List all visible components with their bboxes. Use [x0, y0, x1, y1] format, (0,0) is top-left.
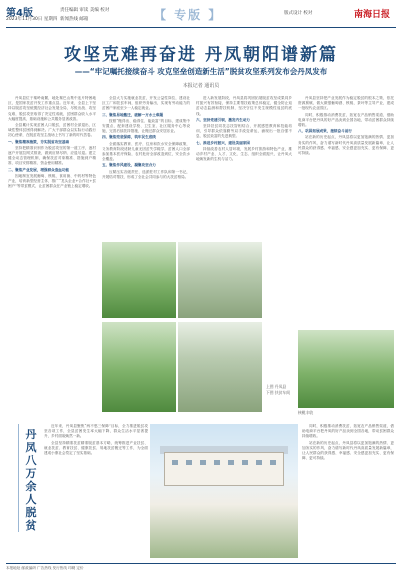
building-window [228, 460, 234, 465]
editor-credits: 责任编辑 审读 美编 校对 [60, 8, 110, 13]
photo-workshop [178, 242, 262, 318]
building-window [214, 460, 220, 465]
page-header [6, 4, 396, 26]
paragraph: 全县累计实现贫困人口脱贫，贫困村全部退出，区域性整体贫困得到解决。广大干部群众以实际行动践行初心使命，在脱贫攻坚主战场上书写了新的时代答卷。 [8, 123, 96, 138]
side-divider [18, 424, 19, 532]
issue-date: 2023年11月30日 星期四 [6, 17, 58, 22]
paragraph: 全县坚持精准扶贫精准脱贫基本方略，统筹推进产业扶贫、就业扶贫、教育扶贫、健康扶贫、易地扶贫搬迁等工作，为全面建成小康社会奠定了坚实基础。 [44, 440, 148, 456]
section-subheading: 一、聚焦精准施策，夯实脱贫攻坚基础 [8, 139, 70, 144]
footer-divider [6, 563, 396, 564]
building-facade [164, 452, 284, 486]
section-subheading: 二、聚焦产业发展，增强群众造血功能 [8, 167, 70, 172]
paragraph: 全县大力实施就业扶贫，开发公益性岗位，建设社区工厂和扶贫车间，组织劳务输出，实现有劳动能力的贫困户家庭至少一人稳定就业。 [102, 96, 190, 111]
sub-headline: ——“牢记嘱托接续奋斗 攻克坚垒创造新生活”脱贫攻坚系列发布会丹凤发布 [74, 67, 328, 76]
paragraph: 丹凤县位于秦岭南麓，地处秦巴山集中连片特困地区，是国家扶贫开发工作重点县。近年来，全县上下坚持以脱贫攻坚统揽经济社会发展全局，尽锐出战、攻坚克难，脱贫攻坚取得了决定性成就，贫困群众收入水平大幅度提高，基础设施和公共服务显著改善。 [8, 96, 96, 121]
article-column-4 [298, 96, 394, 326]
design-credits: 版式设计 校对 [284, 11, 313, 16]
paragraph: 丹凤县坚持把产业发展作为稳定脱贫的根本之策，依托资源禀赋，做大做强葡萄酒、核桃、茶叶等主导产业，建成一批现代农业园区。 [298, 96, 394, 111]
section-subheading: 七、推进乡村振兴，建设美丽家园 [196, 140, 250, 145]
page-footer: 本报地址 邮政编码 广告热线 发行热线 印刷 定价 [6, 566, 84, 570]
paragraph: 站在新的历史起点，丹凤县将以更加饱满的热情、更加务实的作风，奋力谱写新时代丹凤高质量发展新篇章，让人民群众的获得感、幸福感、安全感更加充实、更有保障、更可持续。 [298, 135, 394, 156]
main-headline: 攻坚克难再奋进 丹凤朝阳谱新篇 [64, 45, 338, 65]
section-label: 【 专版 】 [154, 8, 223, 22]
paragraph: 近年来，丹凤县聚焦“两不愁三保障”目标，全力推进脱贫攻坚各项工作，全县贫困发生率大幅下降，群众生活水平显著提升，乡村面貌焕然一新。 [44, 424, 148, 439]
paragraph: 同时，积极推动消费扶贫，拓宽农产品销售渠道，借助电商平台把丹凤的好产品卖到全国各地，带动贫困群众持续增收。 [302, 424, 394, 439]
photo-caption: 核桃丰收 [298, 410, 314, 415]
photo-factory-building [150, 424, 298, 558]
building-window [186, 460, 192, 465]
building-window [256, 460, 262, 465]
header-divider [6, 27, 396, 28]
building-window [242, 460, 248, 465]
section-subheading: 四、聚焦兜底保障，筑牢民生底线 [102, 135, 156, 140]
newspaper-logo: 南海日报 [354, 10, 391, 20]
side-title: 丹凤八万余人脱贫 [25, 428, 37, 532]
section-subheading: 八、巩固拓展成果，接续奋斗前行 [298, 129, 352, 134]
section-subheading: 三、聚焦易地搬迁，破解一方水土难题 [102, 112, 164, 117]
paragraph: 坚持把精准识别作为脱贫攻坚的第一道工序，逐村逐户开展拉网式排查，做到应纳尽纳、应退尽退。建立健全动态管理机制，确保扶贫对象精准、措施到户精准、项目安排精准、资金使用精准。 [8, 145, 96, 166]
paragraph: 压紧压实各级责任，选派驻村工作队和第一书记，开展结对帮扶，形成了全社会共同参与的大扶贫格局。 [102, 169, 190, 179]
section-subheading: 五、聚焦作风建设，凝聚攻坚合力 [102, 163, 156, 168]
building-window [172, 460, 178, 465]
photo-caption: 下图 扶贫车间 [266, 390, 290, 395]
photo-crowd [178, 322, 262, 412]
byline: 本报记者 通讯员 [182, 83, 220, 89]
paragraph: 持续改善农村人居环境，发展乡村旅游和特色产业，推动乡村产业、人才、文化、生态、组织全面振兴，让丹凤大地焕发新的生机与活力。 [196, 146, 292, 162]
paragraph: 同时，积极推动消费扶贫，拓宽农产品销售渠道，借助电商平台把丹凤的好产品卖到全国各地，带动贫困群众持续增收。 [298, 112, 394, 128]
section-subheading: 六、坚持党建引领，激发内生动力 [196, 117, 250, 122]
article-column-bottom-right [302, 424, 394, 558]
photo-vineyard [102, 242, 176, 318]
photo-caption: 上图 丹凤县 [266, 384, 287, 389]
paragraph: 坚持扶贫同扶志扶智相结合，开展感恩教育和技能培训，引导群众依靠勤劳双手改变命运，涌现出一批自强不息、脱贫致富的先进典型。 [196, 124, 292, 139]
paragraph: 全面落实教育、医疗、住房和饮水安全保障政策，义务教育阶段适龄儿童无因贫失学辍学，贫困人口全部参加基本医疗保险，农村危房全部改造到位，安全饮水全覆盖。 [102, 141, 190, 162]
photo-harvest [298, 330, 394, 408]
paragraph: 进入新发展阶段，丹凤县将巩固拓展脱贫攻坚成果同乡村振兴有效衔接，保持主要帮扶政策总体稳定，健全防止返贫动态监测和帮扶机制，坚决守住不发生规模性返贫的底线。 [196, 96, 292, 116]
building-window [270, 460, 276, 465]
paragraph: 因地制宜发展葡萄、核桃、食用菌、中药材等特色产业，培育新型经营主体，推广“龙头企业+合作社+贫困户”等带贫模式，让贫困群众在产业链上稳定增收。 [8, 173, 96, 189]
article-column-2 [102, 96, 190, 236]
article-column-bottom [44, 424, 148, 558]
article-column-1 [8, 96, 96, 414]
photo-field [102, 322, 176, 412]
article-column-3 [196, 96, 292, 236]
page-number: 第4版 [6, 8, 33, 19]
paragraph: 按照“搬得出、稳得住、能致富”的目标，建成集中安置点，配套建设学校、卫生室、社区服务中心等设施，完善后续扶持措施，让搬迁群众安居乐业。 [102, 118, 190, 134]
building-window [200, 460, 206, 465]
news-hotline: 新闻热线 邮箱 [60, 17, 89, 22]
paragraph: 站在新的历史起点，丹凤县将以更加饱满的热情、更加务实的作风，奋力谱写新时代丹凤高质量发展新篇章，让人民群众的获得感、幸福感、安全感更加充实、更有保障、更可持续。 [302, 440, 394, 461]
